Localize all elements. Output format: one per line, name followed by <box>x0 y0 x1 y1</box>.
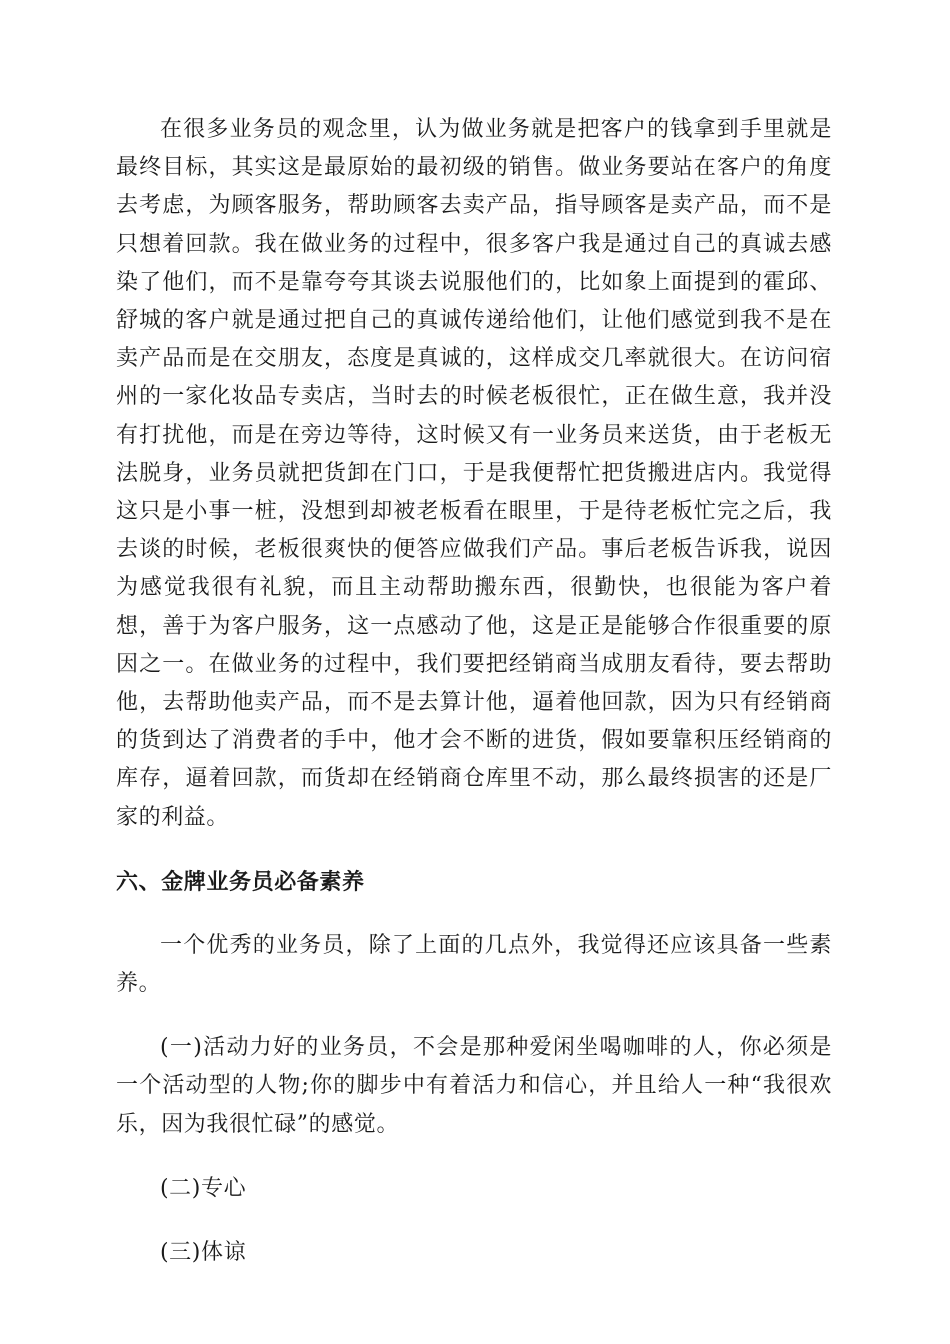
list-item: (二)专心 <box>160 1175 247 1201</box>
section-heading: 六、金牌业务员必备素养 <box>116 868 365 895</box>
body-paragraph: 一个优秀的业务员，除了上面的几点外，我觉得还应该具备一些素养。 <box>116 932 832 997</box>
body-paragraph: 在很多业务员的观念里，认为做业务就是把客户的钱拿到手里就是最终目标，其实这是最原始的最初级的销售。做业务要站在客户的角度去考虑，为顾客服务，帮助顾客去卖产品，指导顾客是卖产品，而不是只想着回款。我在做业务的过程中，很多客户我是通过自己的真诚去感染了他们，而不是靠夸夸其谈去说服他们的，比如象上面提到的霍邱、舒城的客户就是通过把自己的真诚传递给他们，让他们感觉到我不是在卖产品而是在交朋友，态度是真诚的，这样成交几率就很大。在访问宿州的一家化妆品专卖店，当时去的时候老板很忙，正在做生意，我并没有打扰他，而是在旁边等待，这时候又有一业务员来送货，由于老板无法脱身，业务员就把货卸在门口，于是我便帮忙把货搬进店内。我觉得这只是小事一桩，没想到却被老板看在眼里，于是待老板忙完之后，我去谈的时候，老板很爽快的便答应做我们产品。事后老板告诉我，说因为感觉我很有礼貌，而且主动帮助搬东西，很勤快，也很能为客户着想，善于为客户服务，这一点感动了他，这是正是能够合作很重要的原因之一。在做业务的过程中，我们要把经销商当成朋友看待，要去帮助他，去帮助他卖产品，而不是去算计他，逼着他回款，因为只有经销商的货到达了消费者的手中，他才会不断的进货，假如要靠积压经销商的库存，逼着回款，而货却在经销商仓库里不动，那么最终损害的还是厂家的利益。 <box>116 117 832 830</box>
body-paragraph: (一)活动力好的业务员，不会是那种爱闲坐喝咖啡的人，你必须是一个活动型的人物;你的脚步中有着活力和信心，并且给人一种“我很欢乐，因为我很忙碌”的感觉。 <box>116 1035 832 1137</box>
document-page <box>116 111 832 1272</box>
list-item: (三)体谅 <box>160 1239 247 1265</box>
